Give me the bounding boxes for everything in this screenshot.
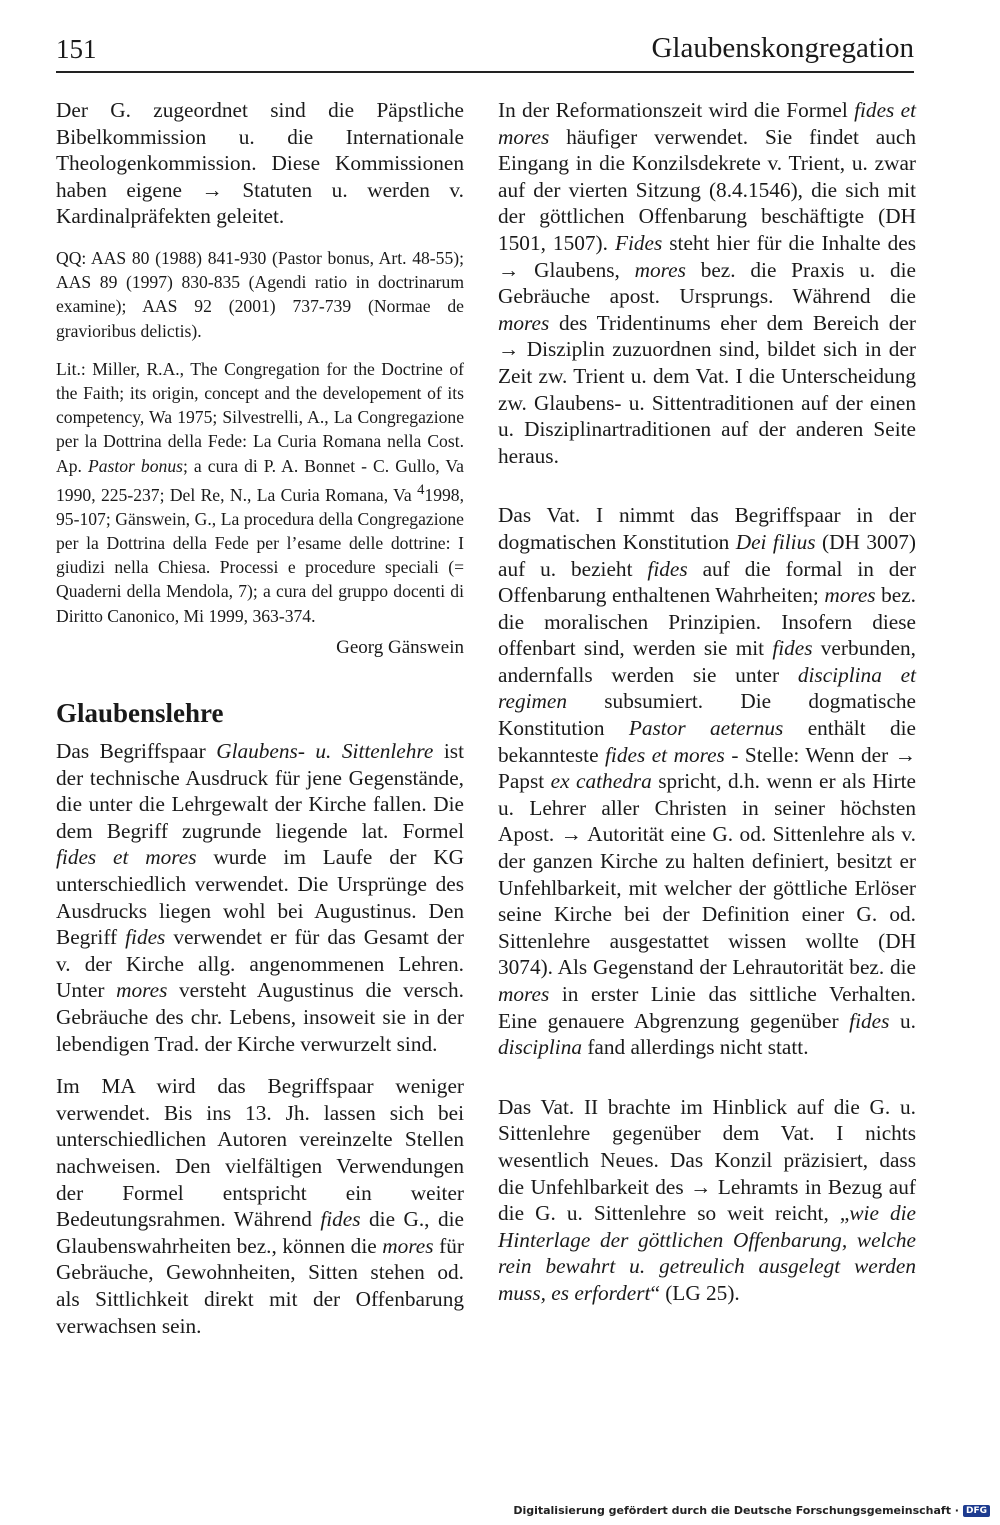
paragraph-commissions: Der G. zugeordnet sind die Päpstliche Bibelkommission u. die Internationale Theologenkommission. Diese Kommissionen haben eigene → Statuten u. werden v. Kardinalpräfekten geleitet. xyxy=(56,98,464,229)
sources-qq: QQ: AAS 80 (1988) 841-930 (Pastor bonus, Art. 48-55); AAS 89 (1997) 830-835 (Agendi ratio in doctrinarum examine); AAS 92 (2001) 737-739 (Normae de gravioribus delictis). xyxy=(56,247,464,341)
right-column xyxy=(498,97,916,1340)
paragraph-vatican-two: Das Vat. II brachte im Hinblick auf die G. u. Sittenlehre gegenüber dem Vat. I nichts wesentlich Neues. Das Konzil präzisiert, dass die Unfehlbarkeit des → Lehramts in Bezug auf die G. u. Sittenlehre so weit reicht, „wie die Hinterlage der göttlichen Offenbarung, welche rein bewahrt u. getreulich ausgelegt werden muss, es erfordert“ (LG 25). xyxy=(498,1094,916,1305)
header-rule xyxy=(56,71,914,73)
page-number: 151 xyxy=(56,34,97,64)
running-title: Glaubenskongregation xyxy=(651,32,914,64)
paragraph-reformation: In der Reformationszeit wird die Formel fides et mores häufiger verwendet. Sie findet auch Eingang in die Konzilsdekrete v. Trient, u. zwar auf der vierten Sitzung (8.4.1546), die sich mit der göttlichen Offenbarung beschäftigte (DH 1501, 1507). Fides steht hier für die Inhalte des → Glaubens, mores bez. die Praxis u. die Gebräuche apost. Ursprungs. Während die mores des Tridentinums eher dem Bereich der → Disziplin zuzuordnen sind, bildet sich in der Zeit zw. Trient u. dem Vat. I die Unterscheidung zw. Glaubens- u. Sittentraditionen auf der einen u. Disziplinartraditionen auf der anderen Seite heraus. xyxy=(498,98,917,468)
paragraph-vatican-one: Das Vat. I nimmt das Begriffspaar in der dogmatischen Konstitution Dei filius (DH 3007) auf u. bezieht fides auf die formal in der Offenbarung enthaltenen Wahrheiten; mores bez. die moralischen Prinzipien. Insofern diese offenbart sind, werden sie mit fides verbunden, andernfalls werden sie unter disciplina et regimen subsumiert. Die dogmatische Konstitution Pastor aeternus enthält die bekannteste fides et mores - Stelle: Wenn der → Papst ex cathedra spricht, d.h. wenn er als Hirte u. Lehrer aller Christen in seiner höchsten Apost. → Autorität eine G. od. Sittenlehre als v. der ganzen Kirche zu halten definiert, besitzt er Unfehlbarkeit, mit welcher der göttliche Erlöser seine Kirche bei der Definition einer G. od. Sittenlehre ausgestattet wissen wollte (DH 3074). Als Gegenstand der Lehrautorität bez. die mores in erster Linie das sittliche Verhalten. Eine genauere Abgrenzung gegenüber fides u. disciplina fand allerdings nicht statt. xyxy=(498,503,917,1060)
section-title: Glaubenslehre xyxy=(56,698,224,729)
footer-text: Digitalisierung gefördert durch die Deutsche Forschungsgemeinschaft · xyxy=(513,1504,959,1517)
digitization-footer xyxy=(513,1504,990,1517)
paragraph-definition: Das Begriffspaar Glaubens- u. Sittenlehre ist der technische Ausdruck für jene Gegenstände, die unter die Lehrgewalt der Kirche fallen. Die dem Begriff zugrunde liegende lat. Formel fides et mores wurde im Laufe der KG unterschiedlich verwendet. Die Ursprünge des Ausdrucks liegen wohl bei Augustinus. Den Begriff fides verwendet er für das Gesamt der v. der Kirche allg. angenommenen Lehren. Unter mores versteht Augustinus die versch. Gebräuche des chr. Lebens, insoweit sie in der lebendigen Trad. der Kirche verwurzelt sind. xyxy=(56,739,464,1056)
dfg-logo-icon: DFG xyxy=(963,1505,990,1517)
literature-list: Lit.: Miller, R.A., The Congregation for the Doctrine of the Faith; its origin, concept and the developement of its competency, Wa 1975; Silvestrelli, A., La Congregazione per la Dottrina della Fede: La Curia Romana nella Cost. Ap. Pastor bonus; a cura di P. A. Bonnet - C. Gullo, Va 1990, 225-237; Del Re, N., La Curia Romana, Va $^4$1998, 95-107; Gänswein, G., La procedura della Congregazione per la Dottrina della Fede per l’esame delle dottrine: I giudizi nella Chiesa. Processi e procedure speciali (= Quaderni della Mendola, 7); a cura del gruppo docenti di Diritto Canonico, Mi 1999, 363-374. xyxy=(56,358,464,626)
paragraph-middle-ages: Im MA wird das Begriffspaar weniger verwendet. Bis ins 13. Jh. lassen sich bei unterschiedlichen Autoren vereinzelte Stellen nachweisen. Den vielfältigen Verwendungen der Formel entspricht ein weiter Bedeutungsrahmen. Während fides die G., die Glaubenswahrheiten bez., können die mores für Gebräuche, Gewohnheiten, Sitten stehen od. als Sittlichkeit direkt mit der Offenbarung verwachsen sein. xyxy=(56,1074,464,1338)
left-column xyxy=(56,97,464,1355)
author-signature: Georg Gänswein xyxy=(336,636,464,658)
page-header xyxy=(56,30,914,74)
